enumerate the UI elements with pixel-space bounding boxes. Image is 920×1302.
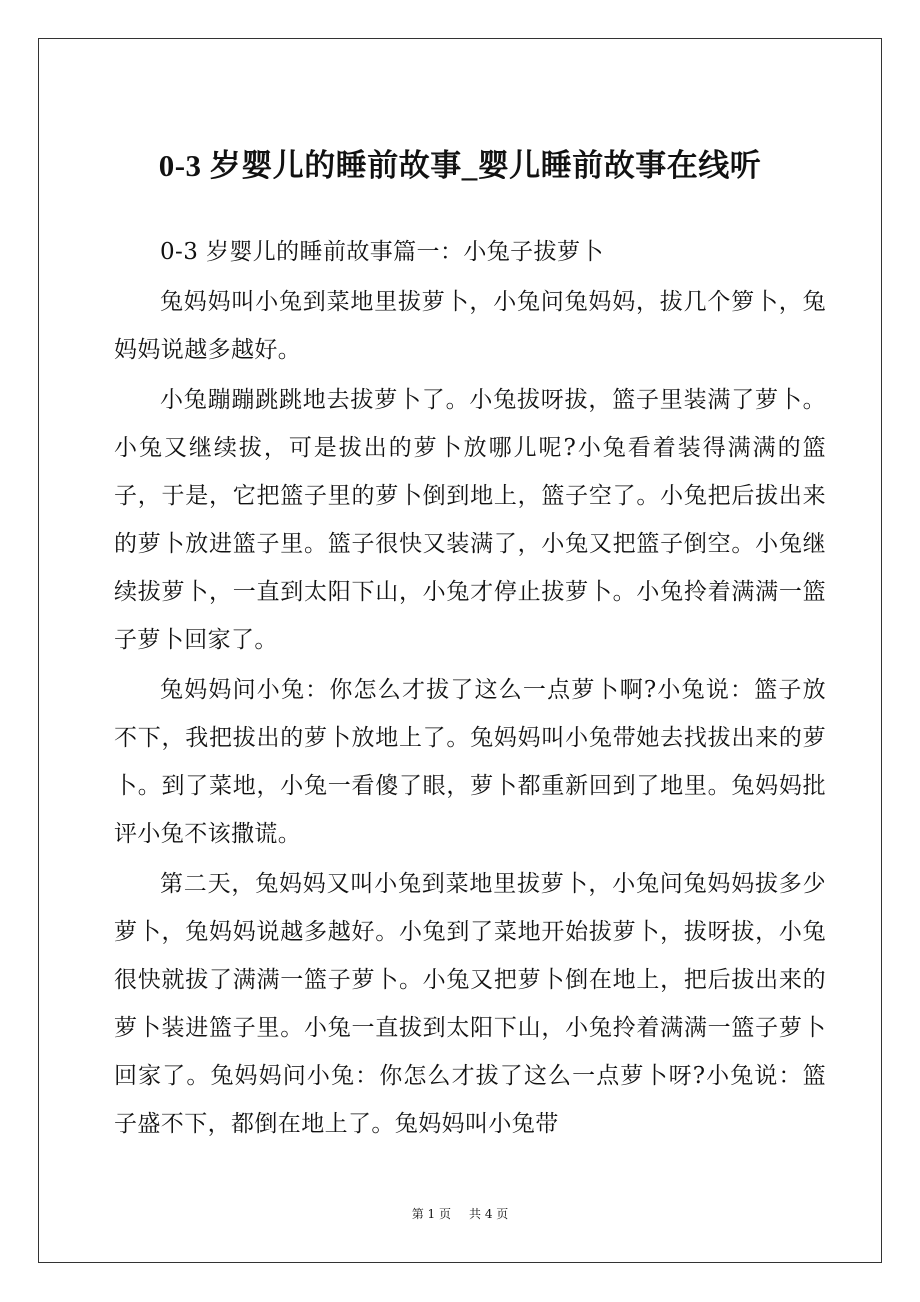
- paragraph: 兔妈妈问小兔：你怎么才拔了这么一点萝卜啊?小兔说：篮子放不下，我把拔出的萝卜放地上了。兔妈妈叫小兔带她去找拔出来的萝卜。到了菜地，小兔一看傻了眼，萝卜都重新回到了地里。兔妈妈批评小兔不该撒谎。: [114, 677, 826, 847]
- page-footer: [0, 1204, 920, 1224]
- paragraph-section-heading: 0-3 岁婴儿的睡前故事篇一：小兔子拔萝卜: [160, 239, 604, 265]
- paragraph: 小兔蹦蹦跳跳地去拔萝卜了。小兔拔呀拔，篮子里装满了萝卜。小兔又继续拔，可是拔出的萝卜放哪儿呢?小兔看着装得满满的篮子，于是，它把篮子里的萝卜倒到地上，篮子空了。小兔把后拔出来的萝卜放进篮子里。篮子很快又装满了，小兔又把篮子倒空。小兔继续拔萝卜，一直到太阳下山，小兔才停止拔萝卜。小兔拎着满满一篮子萝卜回家了。: [114, 387, 826, 653]
- paragraph: 第二天，兔妈妈又叫小兔到菜地里拔萝卜，小兔问兔妈妈拔多少萝卜，兔妈妈说越多越好。小兔到了菜地开始拔萝卜，拔呀拔，小兔很快就拔了满满一篮子萝卜。小兔又把萝卜倒在地上，把后拔出来的萝卜装进篮子里。小兔一直拔到太阳下山，小兔拎着满满一篮子萝卜回家了。兔妈妈问小兔：你怎么才拔了这么一点萝卜呀?小兔说：篮子盛不下，都倒在地上了。兔妈妈叫小兔带: [114, 871, 826, 1137]
- document-body: [114, 228, 826, 1150]
- page-total: 共 4 页: [469, 1207, 509, 1221]
- paragraph: 兔妈妈叫小兔到菜地里拔萝卜，小兔问兔妈妈，拔几个箩卜，兔妈妈说越多越好。: [114, 289, 826, 363]
- page-number: 第 1 页: [411, 1207, 451, 1221]
- document-title: 0-3 岁婴儿的睡前故事_婴儿睡前故事在线听: [158, 148, 762, 183]
